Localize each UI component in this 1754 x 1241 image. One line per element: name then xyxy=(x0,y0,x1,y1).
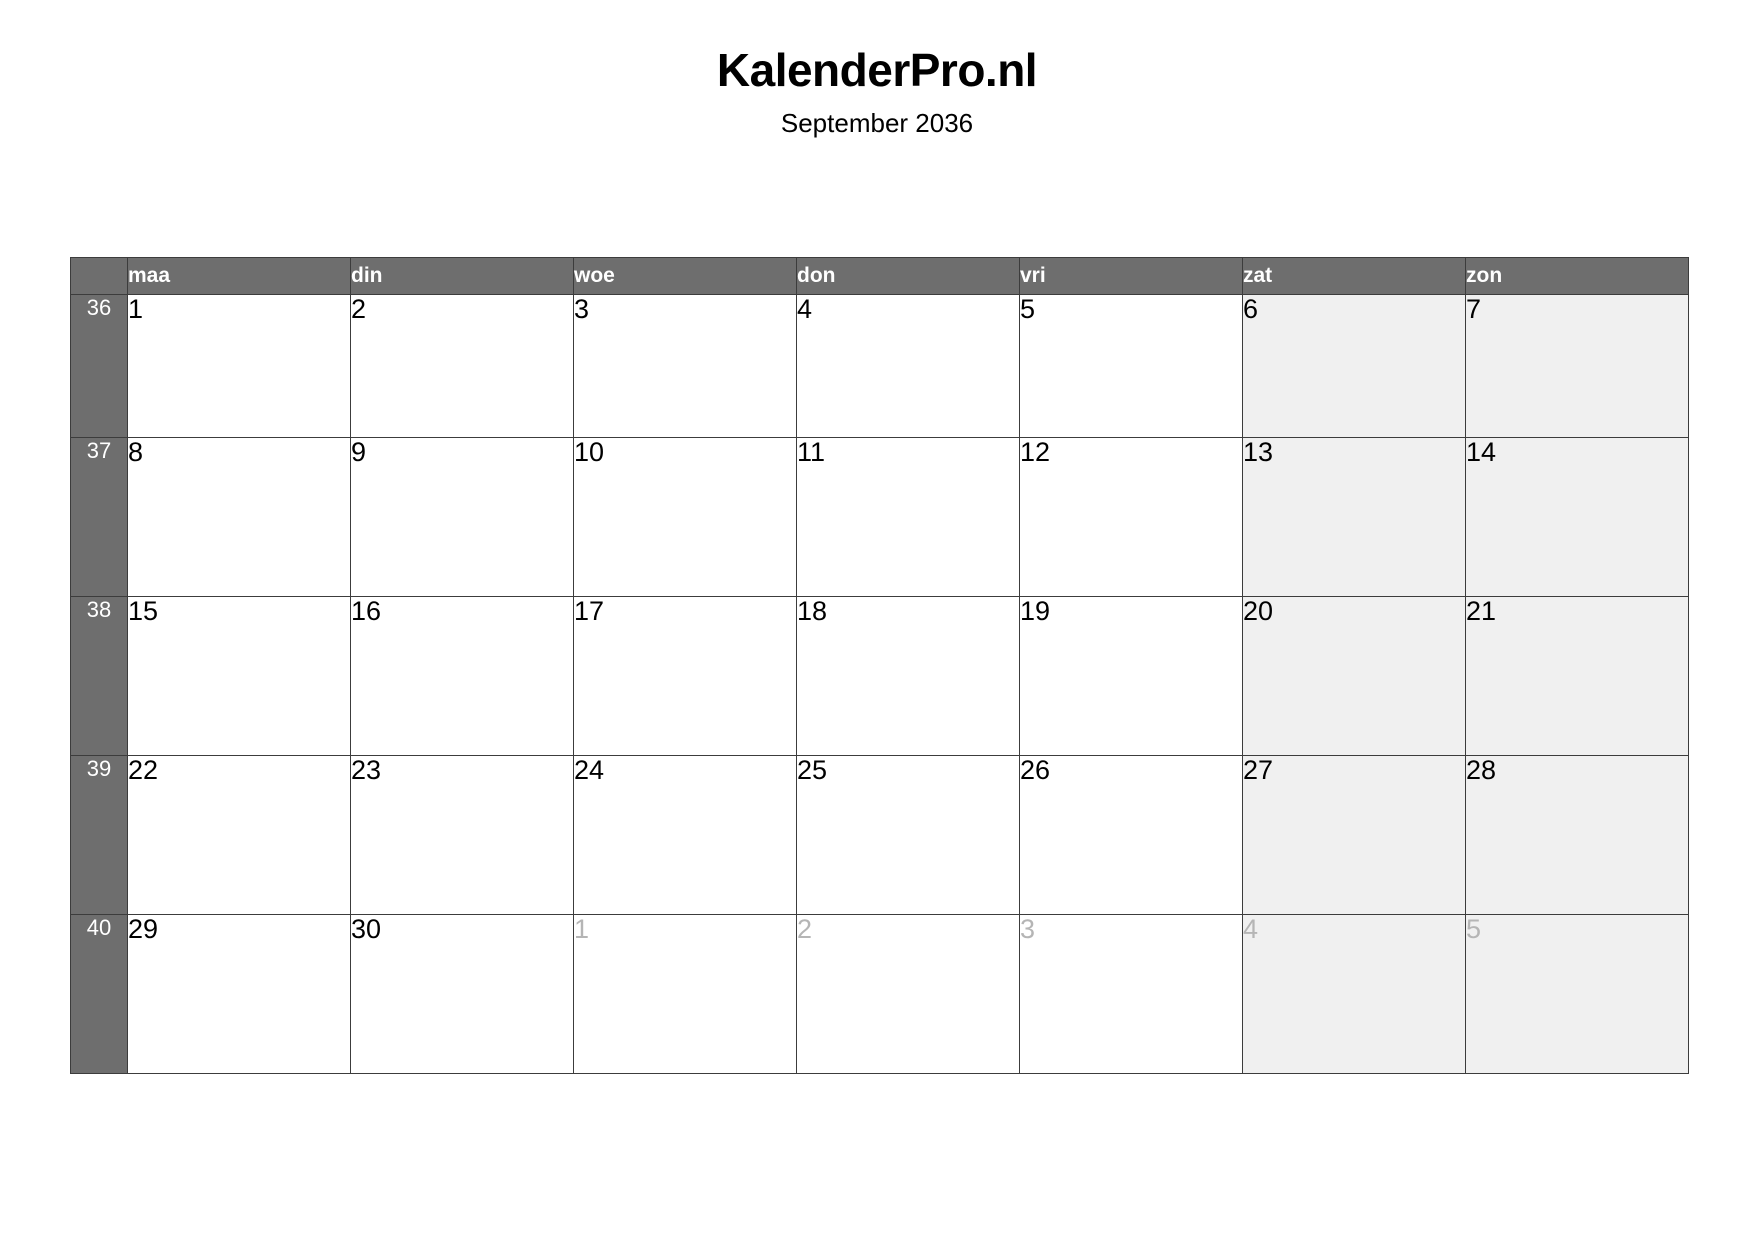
day-number: 9 xyxy=(351,437,367,467)
day-cell[interactable] xyxy=(351,597,574,756)
day-cell[interactable] xyxy=(1020,295,1243,438)
calendar-header-row xyxy=(71,258,1689,295)
day-number: 14 xyxy=(1466,437,1497,467)
day-header-zon: zon xyxy=(1466,258,1689,295)
day-cell[interactable] xyxy=(351,915,574,1074)
day-cell[interactable] xyxy=(128,597,351,756)
day-cell[interactable] xyxy=(1466,295,1689,438)
day-number: 27 xyxy=(1243,755,1274,785)
day-cell[interactable] xyxy=(1466,915,1689,1074)
week-number: 36 xyxy=(71,295,128,438)
day-cell[interactable] xyxy=(1020,438,1243,597)
month-subtitle: September 2036 xyxy=(780,107,974,138)
calendar-week-row xyxy=(71,438,1689,597)
day-cell[interactable] xyxy=(797,295,1020,438)
day-number: 1 xyxy=(574,914,590,944)
week-number: 40 xyxy=(71,915,128,1074)
day-number: 11 xyxy=(797,437,826,467)
day-cell[interactable] xyxy=(1466,438,1689,597)
day-cell[interactable] xyxy=(797,438,1020,597)
week-number: 38 xyxy=(71,597,128,756)
day-number: 10 xyxy=(574,437,605,467)
calendar-table xyxy=(70,257,1689,1074)
day-header-vri: vri xyxy=(1020,258,1243,295)
day-number: 12 xyxy=(1020,437,1051,467)
day-number: 17 xyxy=(574,596,605,626)
day-number: 2 xyxy=(351,294,367,324)
day-cell[interactable] xyxy=(351,295,574,438)
day-number: 1 xyxy=(128,294,144,324)
calendar-week-row xyxy=(71,756,1689,915)
day-number: 13 xyxy=(1243,437,1274,467)
day-cell[interactable] xyxy=(797,597,1020,756)
day-number: 29 xyxy=(128,914,159,944)
day-number: 16 xyxy=(351,596,382,626)
calendar-body xyxy=(71,295,1689,1074)
day-number: 21 xyxy=(1466,596,1497,626)
day-number: 2 xyxy=(797,914,813,944)
day-cell[interactable] xyxy=(574,915,797,1074)
day-cell[interactable] xyxy=(351,438,574,597)
calendar-week-row xyxy=(71,295,1689,438)
day-cell[interactable] xyxy=(128,756,351,915)
day-cell[interactable] xyxy=(1466,597,1689,756)
day-cell[interactable] xyxy=(797,756,1020,915)
day-number: 15 xyxy=(128,596,159,626)
week-number: 37 xyxy=(71,438,128,597)
day-number: 23 xyxy=(351,755,382,785)
page-title: KalenderPro.nl xyxy=(716,44,1038,96)
day-cell[interactable] xyxy=(1243,756,1466,915)
day-cell[interactable] xyxy=(128,295,351,438)
day-header-woe: woe xyxy=(574,258,797,295)
day-number: 26 xyxy=(1020,755,1051,785)
day-number: 6 xyxy=(1243,294,1259,324)
day-cell[interactable] xyxy=(1243,915,1466,1074)
page-header xyxy=(0,0,1754,139)
day-header-zat: zat xyxy=(1243,258,1466,295)
calendar-container xyxy=(70,257,1686,1074)
day-cell[interactable] xyxy=(128,915,351,1074)
day-cell[interactable] xyxy=(1020,915,1243,1074)
day-number: 19 xyxy=(1020,596,1051,626)
day-cell[interactable] xyxy=(128,438,351,597)
day-number: 20 xyxy=(1243,596,1274,626)
day-number: 18 xyxy=(797,596,828,626)
day-cell[interactable] xyxy=(574,756,797,915)
day-header-don: don xyxy=(797,258,1020,295)
calendar-week-row xyxy=(71,597,1689,756)
day-number: 4 xyxy=(1243,914,1259,944)
day-cell[interactable] xyxy=(1020,756,1243,915)
day-header-maa: maa xyxy=(128,258,351,295)
day-number: 4 xyxy=(797,294,813,324)
day-number: 24 xyxy=(574,755,605,785)
calendar-week-row xyxy=(71,915,1689,1074)
day-number: 25 xyxy=(797,755,828,785)
week-number-column-header xyxy=(71,258,128,295)
day-header-din: din xyxy=(351,258,574,295)
day-number: 5 xyxy=(1020,294,1036,324)
day-cell[interactable] xyxy=(574,597,797,756)
day-number: 7 xyxy=(1466,294,1482,324)
day-cell[interactable] xyxy=(1020,597,1243,756)
day-number: 22 xyxy=(128,755,159,785)
day-number: 28 xyxy=(1466,755,1497,785)
day-cell[interactable] xyxy=(1466,756,1689,915)
day-cell[interactable] xyxy=(797,915,1020,1074)
week-number: 39 xyxy=(71,756,128,915)
day-cell[interactable] xyxy=(351,756,574,915)
day-number: 30 xyxy=(351,914,382,944)
day-cell[interactable] xyxy=(574,295,797,438)
day-number: 8 xyxy=(128,437,144,467)
day-number: 3 xyxy=(1020,914,1036,944)
day-cell[interactable] xyxy=(1243,295,1466,438)
day-cell[interactable] xyxy=(1243,597,1466,756)
day-cell[interactable] xyxy=(1243,438,1466,597)
day-number: 5 xyxy=(1466,914,1482,944)
day-number: 3 xyxy=(574,294,590,324)
day-cell[interactable] xyxy=(574,438,797,597)
